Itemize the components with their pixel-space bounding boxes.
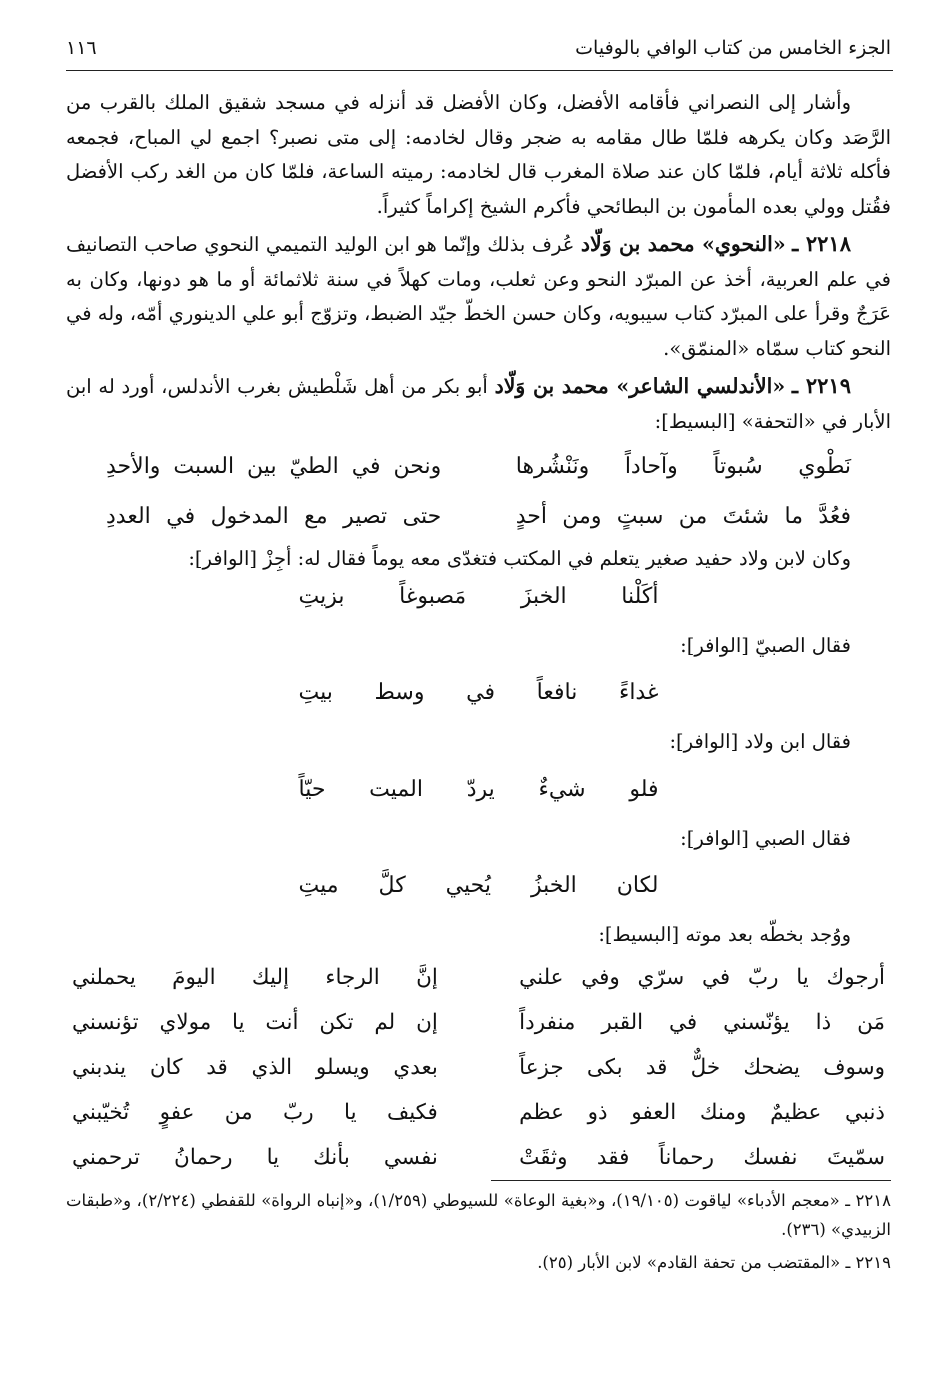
- poem-hemistich-first: وسوف يضحك خلٌّ قد بكى جزعاً: [519, 1054, 885, 1080]
- verse-b: غداءً نافعاً في وسط بيتِ: [298, 680, 659, 705]
- footnote-2218: ٢٢١٨ ـ «معجم الأدباء» لياقوت (١٩/١٠٥)، و«بغية الوعاة» للسيوطي (١/٢٥٩)، و«إنباه الرواة» للقفطي (٢/٢٢٤)، و«طبقات الزبيدي» (٢٣٦).: [66, 1191, 891, 1239]
- poem-couplet: [66, 1135, 891, 1180]
- para1-line-3: فجمعه فأكله ثلاثة أيام، فلمّا كان عند صلاة المغرب قال لخادمه: رميته الساعة، فلمّا كان من: [66, 125, 891, 183]
- dialogue-label: فقال الصبيّ [الوافر]:: [680, 633, 851, 657]
- poem-hemistich-second: فكيف يا ربّ من عفوٍ تُخيّبني: [72, 1099, 438, 1125]
- entry-2218: [66, 227, 891, 366]
- verse-d: لكان الخبزُ يُحيي كلَّ ميتِ: [298, 873, 659, 898]
- dialogue-verse: [66, 764, 891, 816]
- entry-2219: [66, 369, 891, 439]
- poem-hemistich-first: مَن ذا يؤنّسني في القبر منفرداً: [519, 1009, 885, 1035]
- header-divider: [66, 70, 893, 71]
- dialogue-intro: وكان لابن ولاد حفيد صغير يتعلم في المكتب فتغدّى معه يوماً فقال له: أجِزْ [الوافر]:: [188, 547, 851, 570]
- poem-hemistich-first: سمّيتَ نفسك رحماناً فقد وثقَتْ: [519, 1144, 885, 1170]
- entry-2218-text: عُرف بذلك وإنّما هو ابن الوليد التميمي النحوي صاحب التصانيف في علم العربية، أخذ عن المبرّد النحو وعن ثعلب، ومات كهلاً في سنة ثلاثمائة أو ما هو دونها، وكان به عَرَجٌ وقرأ على المبرّد كتاب سيبويه، وكان حسن الخطّ جيّد الضبط، وتزوّج أبو علي الدينوري أمّه، وله في النحو كتاب سمّاه «المنمّق».: [66, 233, 891, 360]
- dialogue-verse: [66, 860, 891, 912]
- footnotes: [66, 1186, 891, 1277]
- poem-hemistich-second: إن لم تكن أنت يا مولاي تؤنسني: [72, 1009, 438, 1035]
- verse-hemistich-second: ونحن في الطيّ بين السبت والأحدِ: [106, 454, 442, 479]
- footnote-divider: [491, 1180, 891, 1181]
- footnote-2219: ٢٢١٩ ـ «المقتضب من تحفة القادم» لابن الأبار (٢٥).: [537, 1253, 891, 1272]
- entry-2219-number: ٢٢١٩ ـ: [791, 373, 851, 398]
- poem-hemistich-second: إنَّ الرجاء إليك اليومَ يحملني: [72, 964, 438, 990]
- poem-hemistich-second: بعدي ويسلو الذي قد كان يندبني: [72, 1054, 438, 1080]
- para1-line-1: وأشار إلى النصراني فأقامه الأفضل، وكان الأفضل قد أنزله في مسجد شقيق الملك بالقرب: [99, 91, 852, 114]
- dialogue-label: فقال الصبي [الوافر]:: [680, 826, 851, 850]
- poem-couplet: [66, 955, 891, 1000]
- poem-couplet: [66, 1090, 891, 1135]
- poem-couplet: [66, 1045, 891, 1090]
- entry-2218-number: ٢٢١٨ ـ: [792, 231, 851, 256]
- poem-couplet: [66, 1000, 891, 1045]
- verse-couplet: [66, 492, 891, 542]
- verse-block-1: [66, 442, 891, 542]
- entry-2219-text: أبو بكر من أهل شَلْطيش بغرب الأندلس، أورد له ابن الأبار في «التحفة» [البسيط]:: [66, 375, 891, 433]
- verse-hemistich-second: حتى تصير مع المدخول في العددِ: [106, 504, 442, 529]
- page-number: ١١٦: [66, 37, 97, 59]
- poem-intro: ووُجد بخطّه بعد موته [البسيط]:: [598, 923, 851, 946]
- continuation-paragraph: [66, 86, 891, 224]
- verse-hemistich-first: نَطْوي سُبوتاً وآحاداً ونَنْشُرها: [515, 454, 851, 479]
- para1-line-2: من الرَّصَد وكان يكرهه فلمّا طال مقامه به ضجر وقال لخادمه: إلى متى نصبر؟ اجمع لي المباح،: [66, 91, 891, 149]
- dialogue-verse: [66, 571, 891, 623]
- poem-block: [66, 955, 891, 1180]
- page-body: [66, 86, 891, 1180]
- verse-c: فلو شيءٌ يردّ الميت حيّاً: [298, 776, 659, 802]
- entry-2219-heading: «الأندلسي الشاعر» محمد بن وَلّاد: [494, 374, 786, 398]
- para1-line-4: الغد ركب الأفضل فقُتل وولي بعده المأمون بن البطائحي فأكرم الشيخ إكراماً كثيراً.: [66, 160, 891, 218]
- dialogue-label: فقال ابن ولاد [الوافر]:: [669, 730, 851, 753]
- entry-2218-heading: «النحوي» محمد بن وَلّاد: [580, 232, 786, 256]
- poem-hemistich-second: نفسي بأنك يا رحمانُ ترحمني: [72, 1144, 438, 1170]
- running-header: [66, 30, 891, 66]
- dialogue-verse: [66, 667, 891, 719]
- verse-couplet: [66, 442, 891, 492]
- header-title: الجزء الخامس من كتاب الوافي بالوفيات: [575, 37, 891, 59]
- poem-hemistich-first: أرجوك يا ربّ في سرّي وفي علني: [519, 964, 885, 990]
- poem-hemistich-first: ذنبي عظيمٌ ومنك العفو ذو عظم: [519, 1099, 885, 1125]
- verse-hemistich-first: فعُدَّ ما شئتَ من سبتٍ ومن أحدٍ: [515, 504, 851, 529]
- verse-a: أكَلْنا الخبزَ مَصبوغاً بزيتِ: [298, 583, 659, 609]
